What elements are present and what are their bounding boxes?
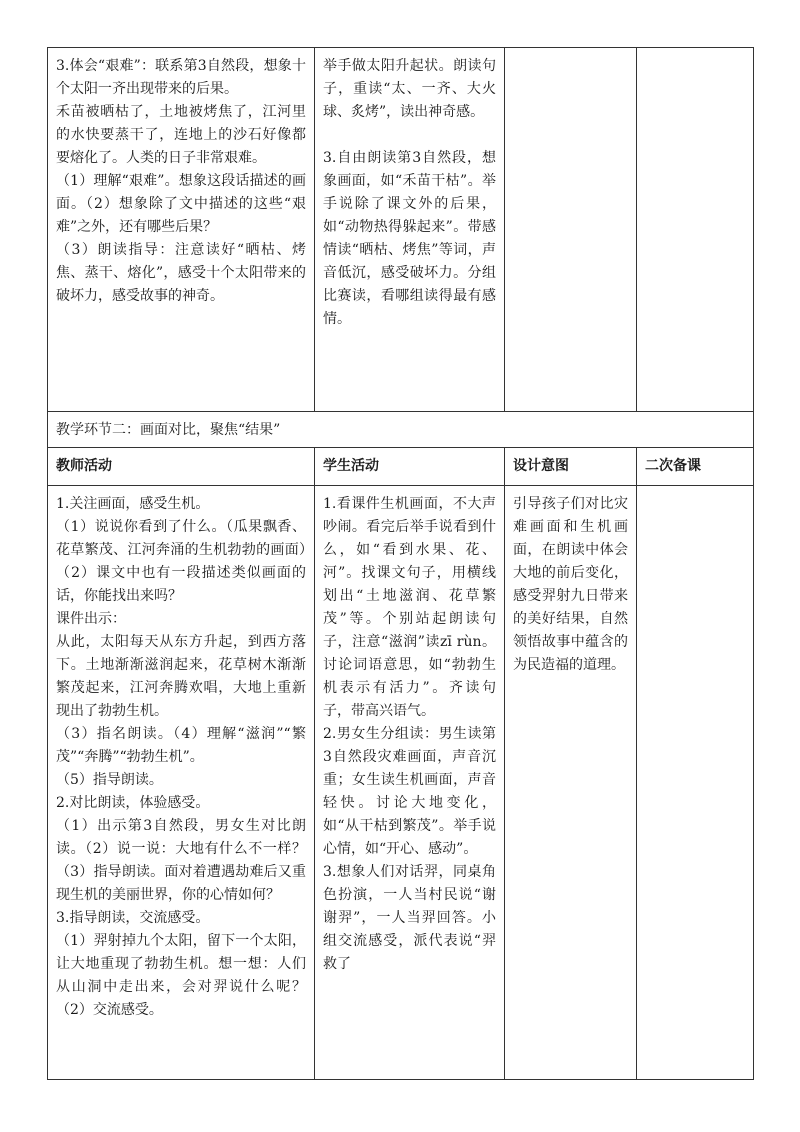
header-revision-notes: 二次备课 xyxy=(637,448,754,486)
paragraph: （3）朗读指导：注意读好“晒枯、烤焦、蒸干、熔化”，感受十个太阳带来的破坏力，感受故事的神奇。 xyxy=(56,242,306,304)
header-student-activity: 学生活动 xyxy=(315,448,505,486)
design-intent-cell xyxy=(505,486,637,1080)
teacher-activity-cell xyxy=(48,48,315,412)
header-design-intent: 设计意图 xyxy=(505,448,637,486)
paragraph: 禾苗被晒枯了，土地被烤焦了，江河里的水快要蒸干了，连地上的沙石好像都要熔化了。人类的日子非常艰难。 xyxy=(56,104,306,166)
paragraph: 3.体会“艰难”：联系第3自然段，想象十个太阳一齐出现带来的后果。 xyxy=(56,58,306,97)
paragraph: 1.看课件生机画面，不大声吵闹。看完后举手说看到什么，如“看到水果、花、河”。找课文句子，用横线划出“土地滋润、花草繁茂”等。个别站起朗读句子，注意“滋润”读zī rùn。讨论词语意思，如“勃勃生机表示有活力”。齐读句子，带高兴语气。 xyxy=(323,496,496,719)
paragraph: 课件出示： xyxy=(56,611,126,627)
paragraph: 2.对比朗读，体验感受。 xyxy=(56,795,210,811)
paragraph: 3.自由朗读第3自然段，想象画面，如“禾苗干枯”。举手说除了课文外的后果，如“动物热得躲起来”。带感情读“晒枯、烤焦”等词，声音低沉，感受破坏力。分组比赛读，看哪组读得最有感情。 xyxy=(323,150,496,327)
paragraph: （1）说说你看到了什么。（瓜果飘香、花草繁茂、江河奔涌的生机勃勃的画面）（2）课文中也有一段描述类似画面的话，你能找出来吗？ xyxy=(56,519,306,604)
design-intent-cell xyxy=(505,48,637,412)
header-teacher-activity: 教师活动 xyxy=(48,448,315,486)
paragraph: 1.关注画面，感受生机。 xyxy=(56,496,210,512)
paragraph: 2.男女生分组读：男生读第3自然段灾难画面，声音沉重；女生读生机画面，声音轻快。讨论大地变化，如“从干枯到繁茂”。举手说心情，如“开心、感动”。 xyxy=(323,726,496,857)
paragraph: 3.想象人们对话羿，同桌角色扮演，一人当村民说“谢谢羿”，一人当羿回答。小组交流感受，派代表说“羿救了 xyxy=(323,864,496,972)
student-activity-cell xyxy=(315,486,505,1080)
lesson-plan-table xyxy=(47,47,754,1080)
paragraph: （5）指导朗读。 xyxy=(56,772,163,788)
section-title: 教学环节二：画面对比，聚焦“结果” xyxy=(48,412,754,448)
table-row xyxy=(48,48,754,412)
paragraph: （1）理解“艰难”。想象这段话描述的画面。（2）想象除了文中描述的这些“艰难”之外，还有哪些后果？ xyxy=(56,173,306,235)
paragraph: （3）指名朗读。（4）理解“滋润”“繁茂”“奔腾”“勃勃生机”。 xyxy=(56,726,306,765)
revision-notes-cell xyxy=(637,48,754,412)
header-row xyxy=(48,448,754,486)
paragraph: 引导孩子们对比灾难画面和生机画面，在朗读中体会大地的前后变化，感受羿射九日带来的美好结果，自然领悟故事中蕴含的为民造福的道理。 xyxy=(513,496,628,673)
paragraph: 举手做太阳升起状。朗读句子，重读“太、一齐、大火球、炙烤”，读出神奇感。 xyxy=(323,58,496,120)
paragraph: （1）出示第3自然段，男女生对比朗读。（2）说一说：大地有什么不一样？（3）指导朗读。面对着遭遇劫难后又重现生机的美丽世界，你的心情如何？ xyxy=(56,818,306,903)
paragraph: 3.指导朗读，交流感受。 xyxy=(56,910,210,926)
table-row xyxy=(48,486,754,1080)
student-activity-cell xyxy=(315,48,505,412)
section-row xyxy=(48,412,754,448)
revision-notes-cell xyxy=(637,486,754,1080)
paragraph: （1）羿射掉九个太阳，留下一个太阳，让大地重现了勃勃生机。想一想：人们从山洞中走出来，会对羿说什么呢？（2）交流感受。 xyxy=(56,933,306,1018)
teacher-activity-cell xyxy=(48,486,315,1080)
paragraph: 从此，太阳每天从东方升起，到西方落下。土地渐渐滋润起来，花草树木渐渐繁茂起来，江河奔腾欢唱，大地上重新现出了勃勃生机。 xyxy=(56,634,306,719)
